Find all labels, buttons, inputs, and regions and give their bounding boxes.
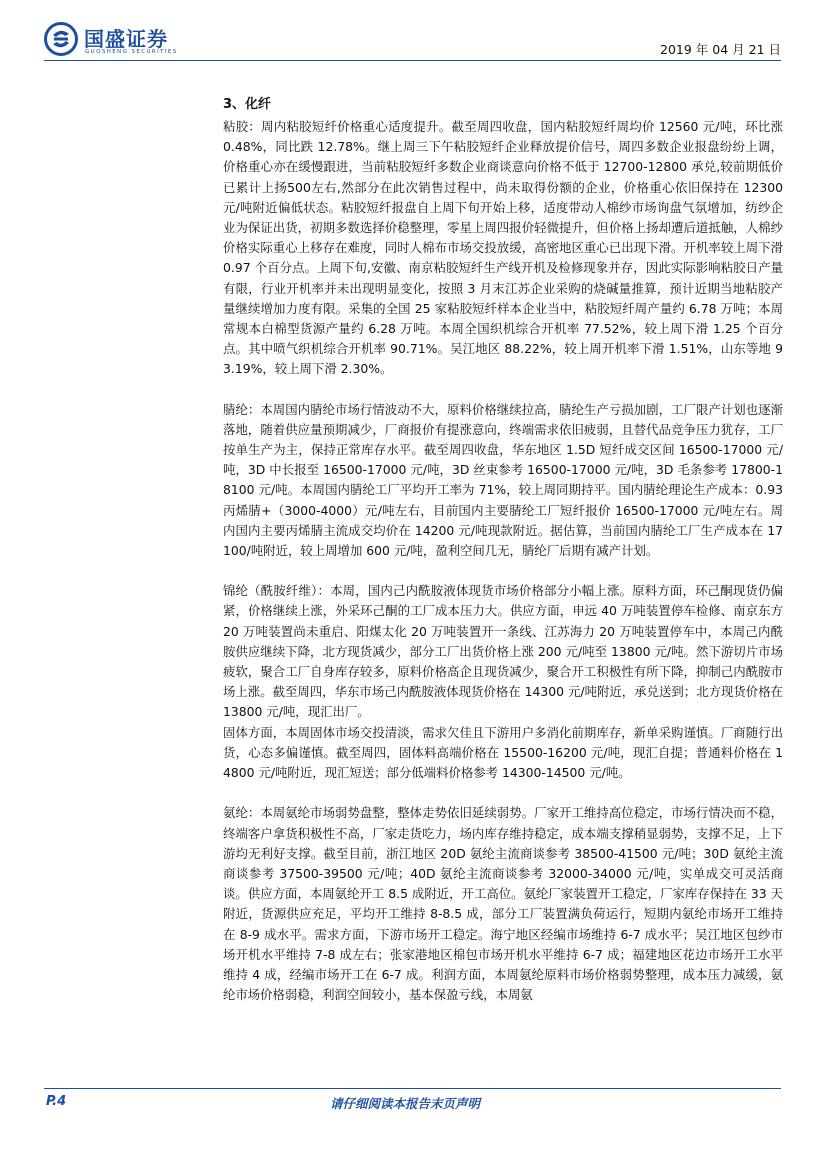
paragraph-acrylic: 腈纶：本周国内腈纶市场行情波动不大，原料价格继续拉高，腈纶生产亏损加剧，工厂限产计划也逐渐落地，随着供应量预期减少，厂商报价有提涨意向，终端需求依旧疲弱，且替代品竞争压力犹存，工厂按单生产为主，保持正常库存水平。截至周四收盘，华东地区 1.5D 短纤成交区间 16500-17000 元/吨，3D 中长报至 16500-17000 元/吨，3D 丝束参考 16500-17000 元/吨，3D 毛条参考 17800-18100 元/吨。本周国内腈纶工厂平均开工率为 71%，较上周同期持平。国内腈纶理论生产成本：0.93 丙烯腈+（3000-4000）元/吨左右，目前国内主要腈纶工厂短纤报价 16500-17000 元/吨左右。周内国内主要丙烯腈主流成交均价在 14200 元/吨现款附近。据估算，当前国内腈纶工厂生产成本在 17100/吨附近，较上周增加 600 元/吨，盈利空间几无，腈纶厂后期有减产计划。 [223, 401, 783, 559]
paragraph-nylon-solid: 固体方面，本周固体市场交投清淡，需求欠佳且下游用户多消化前期库存，新单采购谨慎。厂商随行出货，心态多偏谨慎。截至周四，固体料高端价格在 15500-16200 元/吨，现汇自提；普通料价格在 14800 元/吨附近，现汇短送；部分低端料价格参考 14300-14500 元/吨。 [223, 724, 783, 781]
paragraph-viscose: 粘胶：周内粘胶短纤价格重心适度提升。截至周四收盘，国内粘胶短纤周均价 12560 元/吨，环比涨 0.48%，同比跌 12.78%。继上周三下午粘胶短纤企业释放提价信号，周四多数企业报盘纷纷上调，价格重心亦在缓慢跟进，当前粘胶短纤多数企业商谈意向价格不低于 12700-12800 承兑,较前期低价已累计上扬500左右,然部分在此次销售过程中，尚未取得份额的企业，价格重心依旧保持在 12300 元/吨附近偏低状态。粘胶短纤报盘自上周下旬开始上移，适度带动人棉纱市场询盘气氛增加，纺纱企业为保证出货，初期多数选择价稳整理，零星上周四报价轻微提升，但价格上扬却遭后道抵触，人棉纱价格实际重心上移存在难度，同时人棉布市场交投放缓，高密地区重心已出现下滑。开机率较上周下滑 0.97 个百分点。上周下旬,安徽、南京粘胶短纤生产线开机及检修现象并存，因此实际影响粘胶日产量有限，行业开机率并未出现明显变化，按照 3 月末江苏企业采购的烧碱量推算，预计近期当地粘胶产量继续增加力度有限。采集的全国 25 家粘胶短纤样本企业当中，粘胶短纤周产量约 6.78 万吨；本周常规本白棉型货源产量约 6.28 万吨。本周全国织机综合开机率 77.52%，较上周下滑 1.25 个百分点。其中喷气织机综合开机率 90.71%。吴江地区 88.22%，较上周开机率下滑 1.51%，山东等地 93.19%，较上周下滑 2.30%。 [223, 119, 783, 377]
report-date: 2019 年 04 月 21 日 [660, 42, 781, 57]
paragraph-spacer [223, 561, 783, 581]
paragraph-nylon: 锦纶（酰胺纤维）：本周，国内己内酰胺液体现货市场价格部分小幅上涨。原料方面，环己酮现货仍偏紧，价格继续上涨，外采环己酮的工厂成本压力大。供应方面，申远 40 万吨装置停车检修、南京东方 20 万吨装置尚未重启、阳煤太化 20 万吨装置开一条线、江苏海力 20 万吨装置停车中，本周己内酰胺供应继续下降，北方现货减少，部分工厂出货价格上涨 200 元/吨至 13800 元/吨。然下游切片市场疲软，聚合工厂自身库存较多，原料价格高企且现货减少，聚合开工积极性有所下降，抑制己内酰胺市场上涨。截至周四，华东市场己内酰胺液体现货价格在 14300 元/吨附近，承兑送到；北方现货价格在 13800 元/吨，现汇出厂。 [223, 583, 783, 720]
paragraph-spandex: 氨纶：本周氨纶市场弱势盘整，整体走势依旧延续弱势。厂家开工维持高位稳定，市场行情决而不稳，终端客户拿货积极性不高，厂家走货吃力，场内库存维持稳定，成本端支撑稍显弱势，支撑不足，上下游均无利好支撑。截至目前，浙江地区 20D 氨纶主流商谈参考 38500-41500 元/吨；30D 氨纶主流商谈参考 37500-39500 元/吨；40D 氨纶主流商谈参考 32000-34000 元/吨，实单成交可灵活商谈。供应方面，本周氨纶开工 8.5 成附近，开工高位。氨纶厂家装置开工稳定，厂家库存保持在 33 天附近，货源供应充足，平均开工维持 8-8.5 成，部分工厂装置满负荷运行，短期内氨纶市场开工维持在 8-9 成水平。需求方面，下游市场开工稳定。海宁地区经编市场维持 6-7 成水平；吴江地区包纱市场开机水平维持 7-8 成左右；张家港地区棉包市场开机水平维持 6-7 成；福建地区花边市场开工水平维持 4 成，经编市场开工在 6-7 成。利润方面，本周氨纶原料市场价格弱势整理，成本压力减缓，氨纶市场价格弱稳，利润空间较小，基本保盈亏线，本周氨 [223, 805, 783, 1003]
paragraph-spacer [223, 380, 783, 400]
brand-name: 国盛证券 [84, 27, 168, 51]
brand-logo-icon [44, 22, 78, 56]
footer-disclaimer: 请仔细阅读本报告末页声明 [330, 1096, 481, 1111]
brand-logo [44, 22, 204, 58]
brand-name-en: GUOSHENG SECURITIES [85, 49, 178, 55]
paragraph-spacer [223, 783, 783, 803]
footer-divider [44, 1088, 781, 1089]
header-divider [44, 60, 781, 61]
section-title: 3、化纤 [223, 97, 272, 112]
page-header [0, 0, 827, 62]
page-number: P.4 [46, 1094, 67, 1109]
report-body [223, 95, 783, 1005]
